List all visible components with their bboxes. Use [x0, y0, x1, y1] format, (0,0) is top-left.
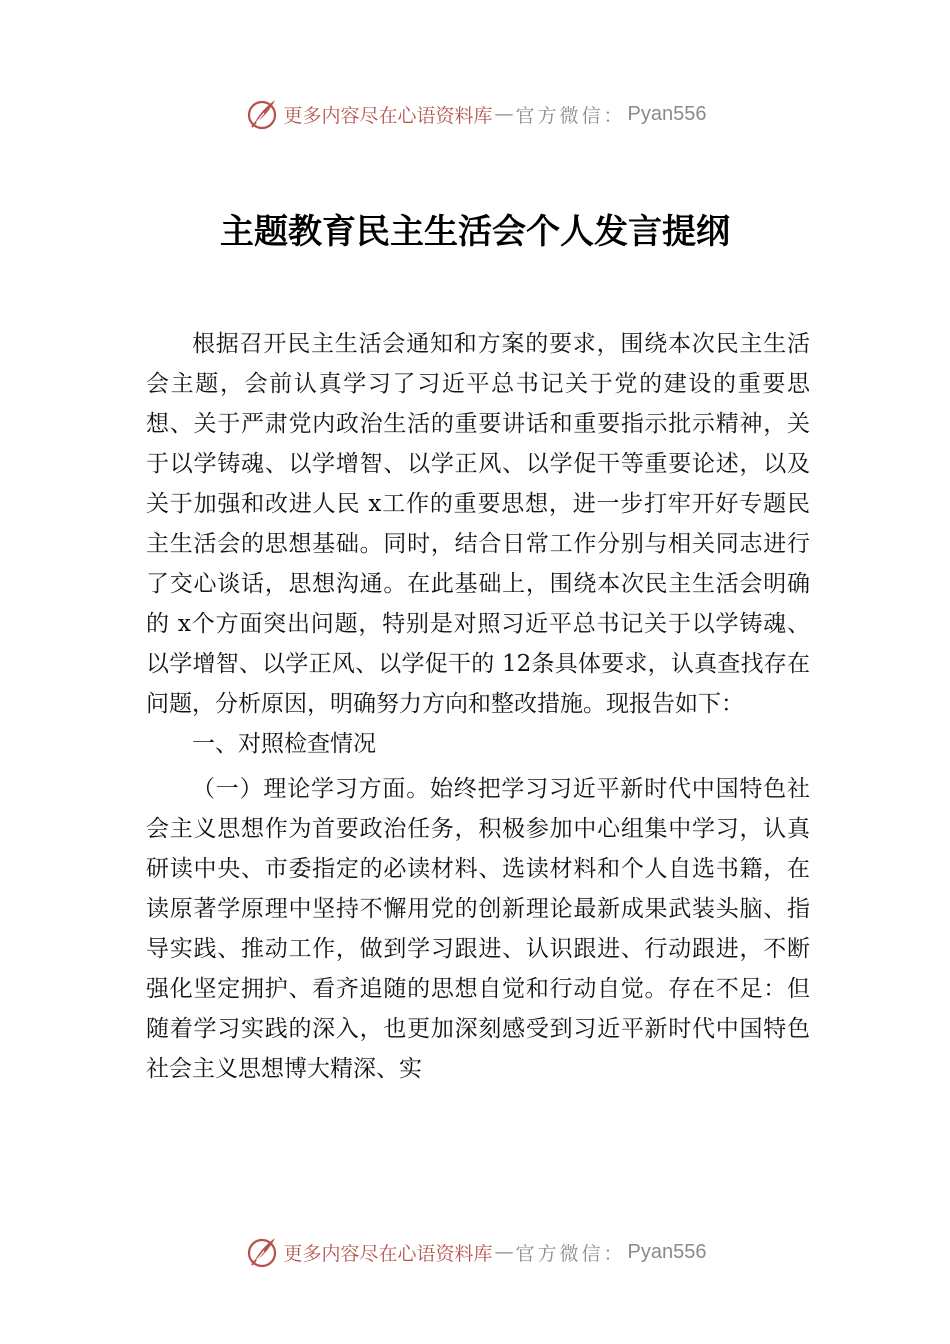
- feather-pen-logo-icon: [244, 96, 280, 132]
- banner-dash: —: [494, 103, 514, 125]
- header-banner: [0, 94, 950, 134]
- official-wechat-label: 官方微信：: [515, 104, 626, 127]
- official-wechat-label: 官方微信：: [515, 1242, 626, 1265]
- document-body: [146, 324, 810, 1089]
- paragraph-theory-study: （一）理论学习方面。始终把学习习近平新时代中国特色社会主义思想作为首要政治任务，积极参加中心组集中学习，认真研读中央、市委指定的必读材料、选读材料和个人自选书籍，在读原著学原理中坚持不懈用党的创新理论最新成果武装头脑、指导实践、推动工作，做到学习跟进、认识跟进、行动跟进，不断强化坚定拥护、看齐追随的思想自觉和行动自觉。存在不足：但随着学习实践的深入，也更加深刻感受到习近平新时代中国特色社会主义思想博大精深、实: [146, 776, 810, 1082]
- wechat-id: Pyan556: [627, 102, 707, 125]
- banner-dash: —: [494, 1241, 514, 1263]
- feather-pen-logo-icon: [244, 1234, 280, 1270]
- document-title: 主题教育民主生活会个人发言提纲: [220, 212, 730, 252]
- paragraph-intro: 根据召开民主生活会通知和方案的要求，围绕本次民主生活会主题，会前认真学习了习近平总书记关于党的建设的重要思想、关于严肃党内政治生活的重要讲话和重要指示批示精神，关于以学铸魂、以学增智、以学正风、以学促干等重要论述，以及关于加强和改进人民 x工作的重要思想，进一步打牢开好专题民主生活会的思想基础。同时，结合日常工作分别与相关同志进行了交心谈话，思想沟通。在此基础上，围绕本次民主生活会明确的 x个方面突出问题，特别是对照习近平总书记关于以学铸魂、以学增智、以学正风、以学促干的 12条具体要求，认真查找存在问题，分析原因，明确努力方向和整改措施。现报告如下：: [146, 331, 810, 717]
- promo-text: 更多内容尽在心语资料库: [283, 104, 493, 127]
- promo-text: 更多内容尽在心语资料库: [283, 1242, 493, 1265]
- wechat-id: Pyan556: [627, 1240, 707, 1263]
- section-heading: 一、对照检查情况: [192, 731, 376, 757]
- footer-banner: [0, 1232, 950, 1272]
